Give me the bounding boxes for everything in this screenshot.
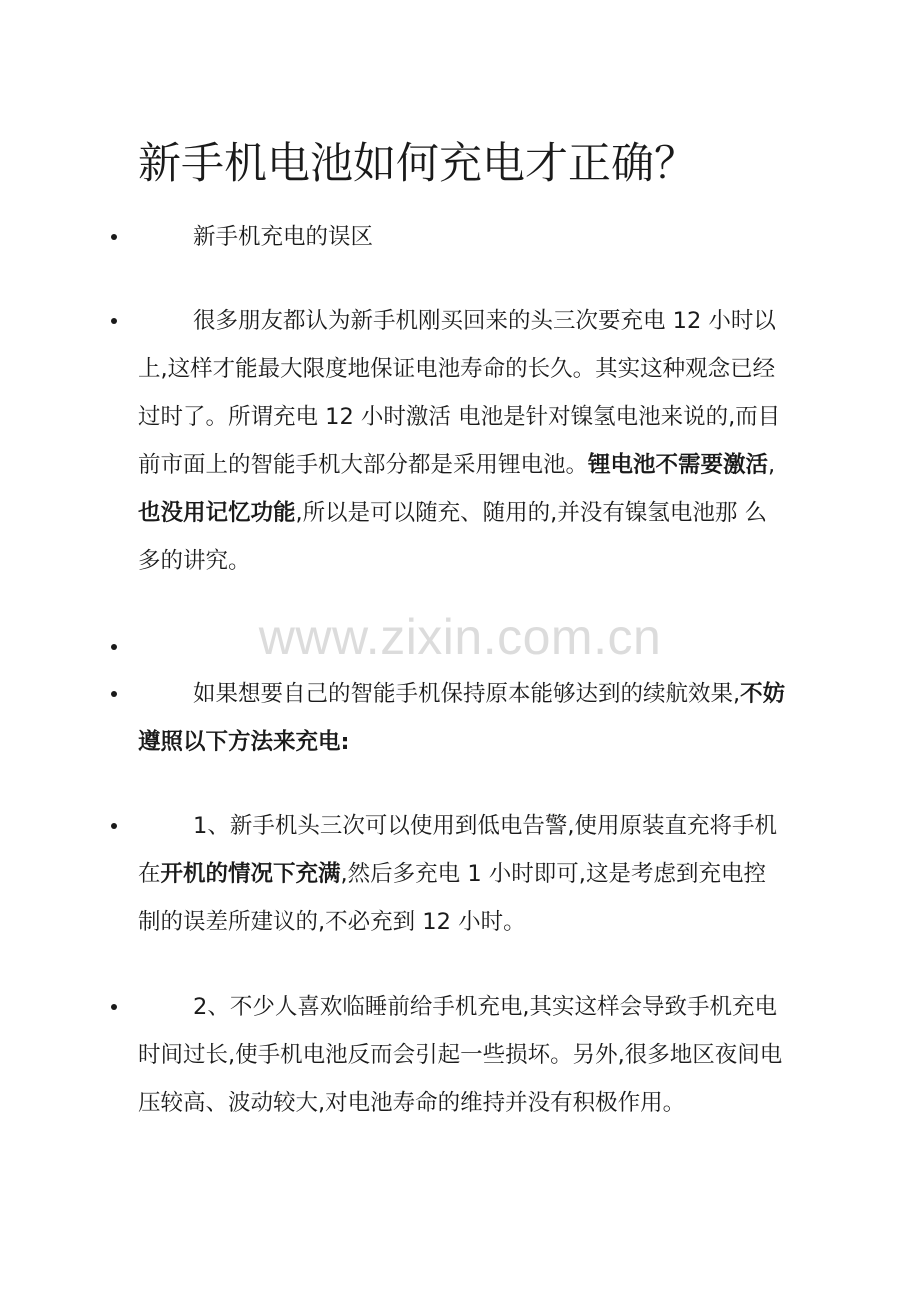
paragraph-text: 很多朋友都认为新手机刚买回来的头三次要充电 12 小时以上,这样才能最大限度地保证电池寿命的长久。其实这种观念已经过时了。所谓充电 12 小时激活 电池是针对镍氢电池来说的,而目前市面上的智能手机大部分都是采用锂电池。 (138, 308, 781, 478)
bullet (111, 318, 117, 324)
paragraph-text: , (768, 452, 776, 478)
paragraph-text: ,所以是可以随充、随用的,并没有镍氢电池那 么多的讲究。 (138, 500, 767, 574)
list-item (138, 297, 788, 585)
paragraph-text: 1、新手机头三次可以使用到低电告警,使用原装直充将手机在 (138, 813, 777, 887)
bullet (111, 1004, 117, 1010)
emphasis-text: 也没用记忆功能 (138, 500, 296, 526)
bullet (111, 234, 117, 240)
list-item (138, 670, 788, 766)
bullet (111, 691, 117, 697)
list-item (138, 213, 788, 261)
emphasis-text: 不妨遵照以下方法来充电: (138, 681, 786, 755)
page-title: 新手机电池如何充电才正确？ (138, 139, 697, 189)
paragraph-text: 如果想要自己的智能手机保持原本能够达到的续航效果, (193, 681, 741, 707)
paragraph-text: ,然后多充电 1 小时即可,这是考虑到充电控制的误差所建议的,不必充到 12 小时。 (138, 861, 766, 935)
list-item (138, 802, 788, 946)
bullet (111, 823, 117, 829)
paragraph-text: 2、不少人喜欢临睡前给手机充电,其实这样会导致手机充电时间过长,使手机电池反而会引起一些损坏。另外,很多地区夜间电压较高、波动较大,对电池寿命的维持并没有积极作用。 (138, 994, 783, 1116)
watermark: www.zixin.com.cn (258, 609, 662, 665)
emphasis-text: 开机的情况下充满 (160, 861, 341, 887)
emphasis-text: 锂电池不需要激活 (588, 452, 769, 478)
list-item (138, 983, 788, 1127)
section-heading: 新手机充电的误区 (193, 224, 374, 250)
